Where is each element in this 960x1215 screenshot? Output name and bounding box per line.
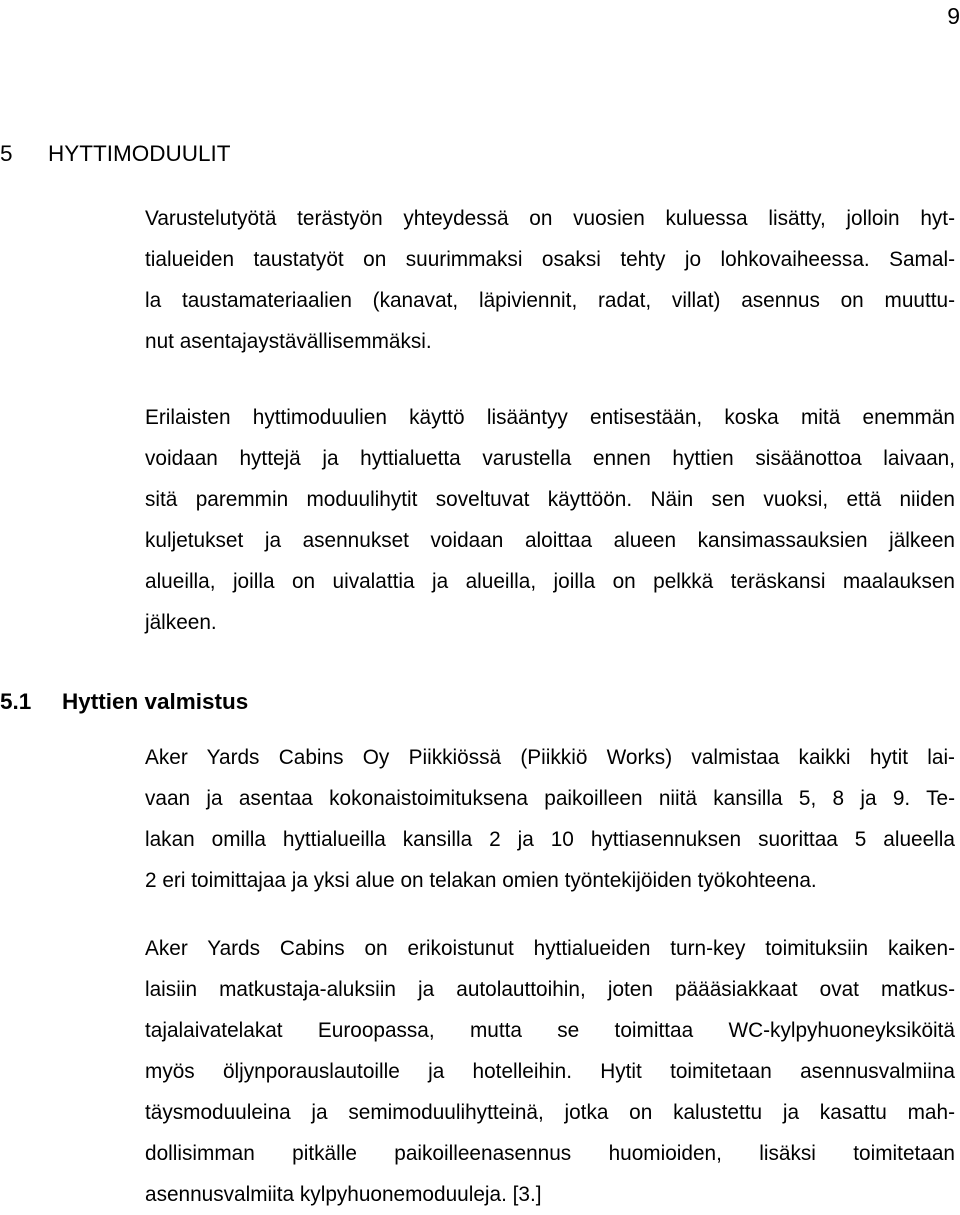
text-line: alueilla, joilla on uivalattia ja alueilla, joilla on pelkkä teräskansi maalauksen bbox=[145, 570, 955, 593]
text-line: Aker Yards Cabins on erikoistunut hyttialueiden turn-key toimituksiin kaiken- bbox=[145, 937, 955, 960]
text-line: Varustelutyötä terästyön yhteydessä on vuosien kuluessa lisätty, jolloin hyt- bbox=[145, 207, 955, 230]
paragraph-intro bbox=[145, 198, 955, 362]
text-line: sitä paremmin moduulihytit soveltuvat käyttöön. Näin sen vuoksi, että niiden bbox=[145, 488, 955, 511]
text-line: tajalaivatelakat Euroopassa, mutta se toimittaa WC-kylpyhuoneyksiköitä bbox=[145, 1019, 955, 1042]
section-title: HYTTIMODUULIT bbox=[48, 141, 231, 166]
page-number: 9 bbox=[947, 3, 960, 29]
subsection-heading bbox=[0, 688, 248, 716]
text-line: dollisimman pitkälle paikoilleenasennus huomioiden, lisäksi toimitetaan bbox=[145, 1142, 955, 1165]
paragraph-company bbox=[145, 928, 955, 1215]
text-line: myös öljynporauslautoille ja hotelleihin. Hytit toimitetaan asennusvalmiina bbox=[145, 1060, 955, 1083]
text-line: tialueiden taustatyöt on suurimmaksi osaksi tehty jo lohkovaiheessa. Samal- bbox=[145, 248, 955, 271]
text-line: la taustamateriaalien (kanavat, läpiviennit, radat, villat) asennus on muuttu- bbox=[145, 289, 955, 312]
text-line: Aker Yards Cabins Oy Piikkiössä (Piikkiö Works) valmistaa kaikki hytit lai- bbox=[145, 746, 955, 769]
text-line: voidaan hyttejä ja hyttialuetta varustella ennen hyttien sisäänottoa laivaan, bbox=[145, 447, 955, 470]
subsection-title: Hyttien valmistus bbox=[62, 689, 249, 714]
text-line: asennusvalmiita kylpyhuonemoduuleja. [3.] bbox=[145, 1183, 542, 1206]
text-line: vaan ja asentaa kokonaistoimituksena paikoilleen niitä kansilla 5, 8 ja 9. Te- bbox=[145, 787, 955, 810]
text-line: Erilaisten hyttimoduulien käyttö lisääntyy entisestään, koska mitä enemmän bbox=[145, 406, 955, 429]
text-line: täysmoduuleina ja semimoduulihytteinä, jotka on kalustettu ja kasattu mah- bbox=[145, 1101, 955, 1124]
section-number: 5 bbox=[0, 141, 13, 166]
paragraph-modules bbox=[145, 397, 955, 643]
text-line: nut asentajaystävällisemmäksi. bbox=[145, 330, 432, 353]
paragraph-manufacturing bbox=[145, 737, 955, 901]
text-line: lakan omilla hyttialueilla kansilla 2 ja 10 hyttiasennuksen suorittaa 5 alueella bbox=[145, 828, 955, 851]
text-line: kuljetukset ja asennukset voidaan aloittaa alueen kansimassauksien jälkeen bbox=[145, 529, 955, 552]
subsection-number: 5.1 bbox=[0, 689, 32, 714]
section-heading bbox=[0, 140, 231, 168]
text-line: 2 eri toimittajaa ja yksi alue on telakan omien työntekijöiden työkohteena. bbox=[145, 869, 817, 892]
text-line: laisiin matkustaja-aluksiin ja autolauttoihin, joten päääsiakkaat ovat matkus- bbox=[145, 978, 955, 1001]
text-line: jälkeen. bbox=[145, 611, 217, 634]
